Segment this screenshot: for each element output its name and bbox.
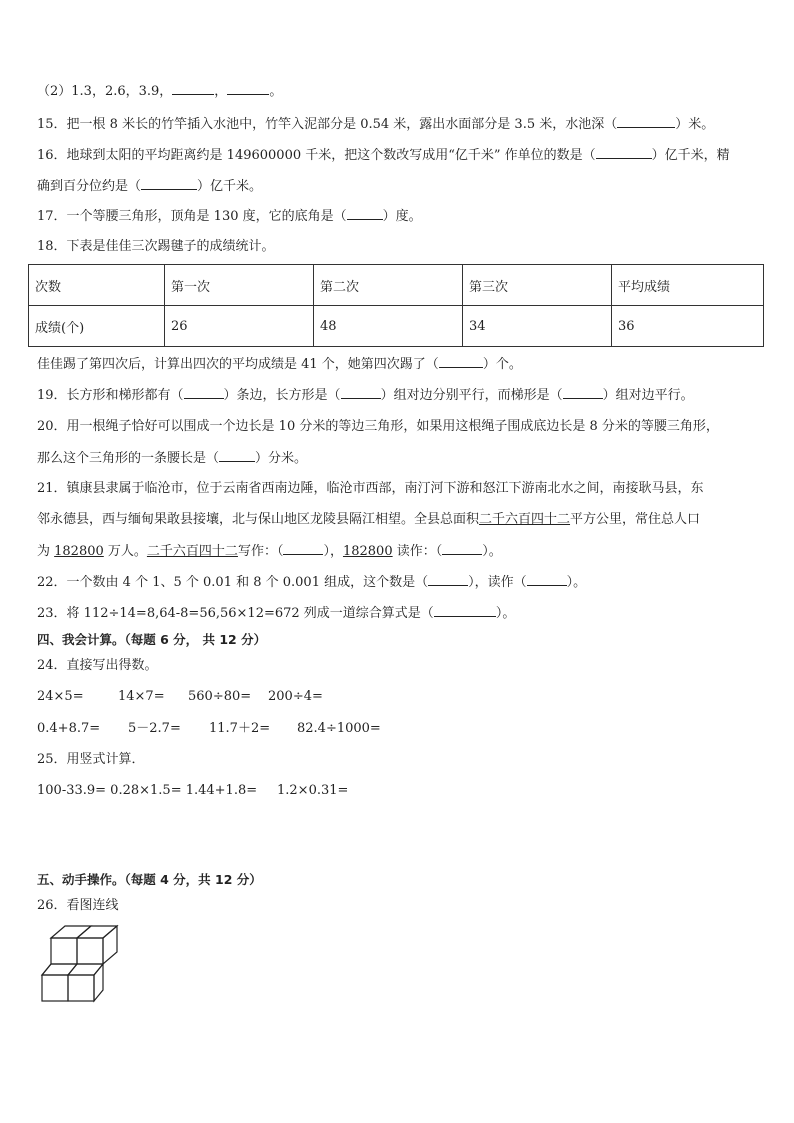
q20-text: 那么这个三角形的一条腰长是（ [37, 451, 220, 466]
table-header-cell: 第一次 [165, 265, 314, 306]
table-cell: 成绩(个) [29, 306, 165, 347]
question-26: 26．看图连线 [37, 898, 119, 913]
answer-blank[interactable] [341, 386, 381, 399]
q23-text: 23．将 112÷14=8,64-8=56,56×12=672 列成一道综合算式是（ [37, 606, 434, 621]
q25-calc-2: 1.2×0.31= [277, 783, 349, 798]
question-17 [37, 207, 764, 226]
answer-blank[interactable] [527, 573, 567, 586]
q22-text: 22．一个数由 4 个 1、5 个 0.01 和 8 个 0.001 组成，这个数是（ [37, 575, 429, 590]
question-22 [37, 573, 764, 592]
calc-row-1 [37, 688, 764, 706]
cube-side [103, 926, 117, 964]
q21-text-5: 写作：（ [237, 544, 284, 559]
q17-text: 17．一个等腰三角形，顶角是 130 度，它的底角是（ [37, 209, 347, 224]
q22-text-2: ），读作（ [468, 575, 527, 590]
question-25-calcs [37, 782, 764, 800]
table-row [29, 265, 764, 306]
question-24: 24．直接写出得数。 [37, 658, 158, 673]
calc-item: 14×7= [118, 689, 165, 704]
calc-item: 11.7＋2= [209, 721, 271, 736]
question-16 [37, 146, 764, 165]
table-cell: 26 [165, 306, 314, 347]
q21-text-3: 为 [37, 544, 55, 559]
question-23 [37, 604, 764, 623]
q14-text: （2）1.3，2.6，3.9， [37, 84, 173, 99]
q21-underlined-number: 182800 [342, 544, 393, 559]
q15-text: 15．把一根 8 米长的竹竿插入水池中，竹竿入泥部分是 0.54 米，露出水面部分是 3.5 米，水池深（ [37, 117, 618, 132]
cube-top [51, 926, 91, 938]
q14-sep: ， [214, 84, 228, 99]
q21-end: ）。 [482, 544, 502, 559]
q18-text: 佳佳踢了第四次后，计算出四次的平均成绩是 41 个，她第四次踢了（ [37, 357, 439, 372]
table-header-cell: 次数 [29, 265, 165, 306]
q18-end: ）个。 [482, 357, 522, 372]
calc-item: 560÷80= [188, 689, 252, 704]
table-header-cell: 第二次 [314, 265, 463, 306]
q16-text-3: 确到百分位约是（ [37, 179, 142, 194]
cube-top [77, 926, 117, 938]
answer-blank[interactable] [442, 542, 482, 555]
question-19 [37, 386, 764, 405]
cube-figure [38, 922, 138, 1022]
cube-side [94, 964, 103, 1001]
cube-edge [42, 964, 51, 975]
table-cell: 34 [463, 306, 612, 347]
q21-text: 邻永德县，西与缅甸果敢县接壤，北与保山地区龙陵县隔江相望。全县总面积 [37, 512, 480, 527]
cube-face [51, 938, 77, 964]
answer-blank[interactable] [563, 386, 603, 399]
q21-underlined-number: 二千六百四十二 [479, 512, 571, 527]
answer-blank[interactable] [227, 82, 269, 95]
cube-face [68, 975, 94, 1001]
q25-calc-1: 100-33.9= 0.28×1.5= 1.44+1.8= [37, 783, 258, 798]
answer-blank[interactable] [617, 115, 675, 128]
cube-face [77, 938, 103, 964]
q21-text-7: 读作：（ [392, 544, 443, 559]
question-21-cont-2 [37, 542, 764, 561]
q21-underlined-number: 182800 [54, 544, 104, 559]
q14-part2 [37, 82, 764, 101]
question-25: 25．用竖式计算． [37, 752, 145, 767]
question-18-follow [37, 355, 764, 374]
calc-item: 0.4+8.7= [37, 721, 101, 736]
answer-blank[interactable] [439, 355, 483, 368]
q20-end: ）分米。 [255, 451, 308, 466]
section-5-heading: 五、动手操作。（每题 4 分，共 12 分） [37, 872, 262, 887]
q21-text-6: ）， [323, 544, 343, 559]
question-21: 21．镇康县隶属于临沧市，位于云南省西南边陲，临沧市西部，南汀河下游和怒江下游南北水之间，南接耿马县，东 [37, 481, 704, 496]
answer-blank[interactable] [347, 207, 383, 220]
q16-text: 16．地球到太阳的平均距离约是 149600000 千米，把这个数改写成用“亿千米” 作单位的数是（ [37, 148, 596, 163]
answer-blank[interactable] [219, 449, 255, 462]
table-cell: 36 [612, 306, 764, 347]
table-header-cell: 第三次 [463, 265, 612, 306]
q17-end: ）度。 [382, 209, 422, 224]
q21-text-2: 平方公里，常住总人口 [570, 512, 701, 527]
answer-blank[interactable] [283, 542, 323, 555]
question-16-cont [37, 177, 764, 196]
question-21-cont [37, 511, 764, 529]
question-18: 18．下表是佳佳三次踢毽子的成绩统计。 [37, 239, 275, 254]
q16-text-2: ）亿千米，精 [651, 148, 730, 163]
q14-end: 。 [269, 84, 283, 99]
answer-blank[interactable] [596, 146, 652, 159]
answer-blank[interactable] [141, 177, 197, 190]
q21-underlined-number: 二千六百四十二 [146, 544, 238, 559]
answer-blank[interactable] [184, 386, 224, 399]
q19-text-2: ）条边，长方形是（ [223, 388, 341, 403]
answer-blank[interactable] [172, 82, 214, 95]
q15-end: ）米。 [675, 117, 715, 132]
answer-blank[interactable] [428, 573, 468, 586]
cube-face [42, 975, 68, 1001]
section-4-heading: 四、我会计算。（每题 6 分， 共 12 分） [37, 632, 267, 647]
calc-item: 5－2.7= [128, 721, 181, 736]
calc-row-2 [37, 720, 764, 738]
q19-end: ）组对边平行。 [602, 388, 694, 403]
q19-text-3: ）组对边分别平行，而梯形是（ [380, 388, 563, 403]
score-table [28, 264, 764, 347]
table-header-cell: 平均成绩 [612, 265, 764, 306]
calc-item: 82.4÷1000= [297, 721, 381, 736]
table-cell: 48 [314, 306, 463, 347]
question-20: 20．用一根绳子恰好可以围成一个边长是 10 分米的等边三角形，如果用这根绳子围成底边长是 8 分米的等腰三角形， [37, 419, 719, 434]
q16-end: ）亿千米。 [197, 179, 263, 194]
q21-text-4: 万人。 [103, 544, 147, 559]
calc-item: 24×5= [37, 689, 84, 704]
answer-blank[interactable] [434, 604, 496, 617]
q19-text: 19．长方形和梯形都有（ [37, 388, 184, 403]
q22-end: ）。 [566, 575, 587, 590]
q23-end: ）。 [495, 606, 516, 621]
calc-item: 200÷4= [268, 689, 323, 704]
question-20-cont [37, 449, 764, 468]
question-15 [37, 115, 764, 134]
table-row [29, 306, 764, 347]
